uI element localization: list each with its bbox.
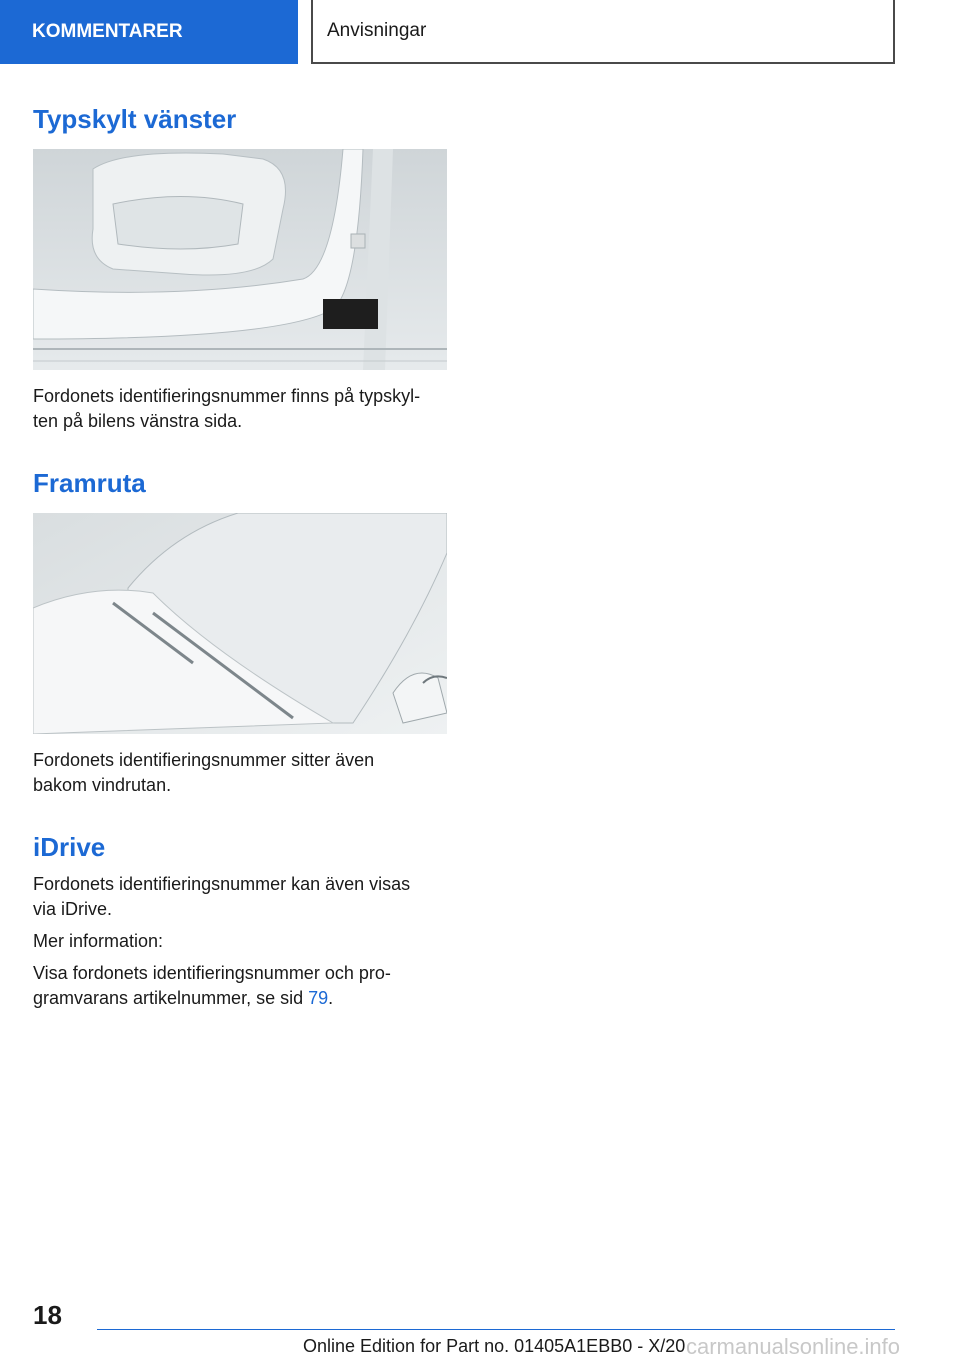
heading-typskylt: Typskylt vänster [33, 104, 237, 134]
footer-divider [97, 1329, 895, 1330]
section-tab: KOMMENTARER [0, 0, 298, 64]
chapter-tab: Anvisningar [311, 0, 895, 64]
page-number: 18 [33, 1300, 62, 1330]
page-reference-link[interactable]: 79 [308, 988, 329, 1008]
windshield-illustration [33, 513, 447, 734]
heading-idrive: iDrive [33, 832, 106, 862]
watermark: carmanualsonline.info [686, 1334, 901, 1359]
idrive-reference: Visa fordonets identifieringsnummer och pro- gramvarans artikelnummer, se sid 79. [33, 963, 391, 1008]
more-info-label: Mer information: [33, 931, 164, 951]
door-sill-illustration [33, 149, 447, 370]
edition-text: Online Edition for Part no. 01405A1EBB0 - X/20 [303, 1336, 686, 1356]
framruta-text: Fordonets identifieringsnummer sitter även bakom vindrutan. [33, 750, 375, 795]
typskylt-text: Fordonets identifieringsnummer finns på typskyl- ten på bilens vänstra sida. [33, 386, 421, 431]
heading-framruta: Framruta [33, 468, 146, 498]
idrive-text: Fordonets identifieringsnummer kan även visas via iDrive. [33, 874, 411, 919]
